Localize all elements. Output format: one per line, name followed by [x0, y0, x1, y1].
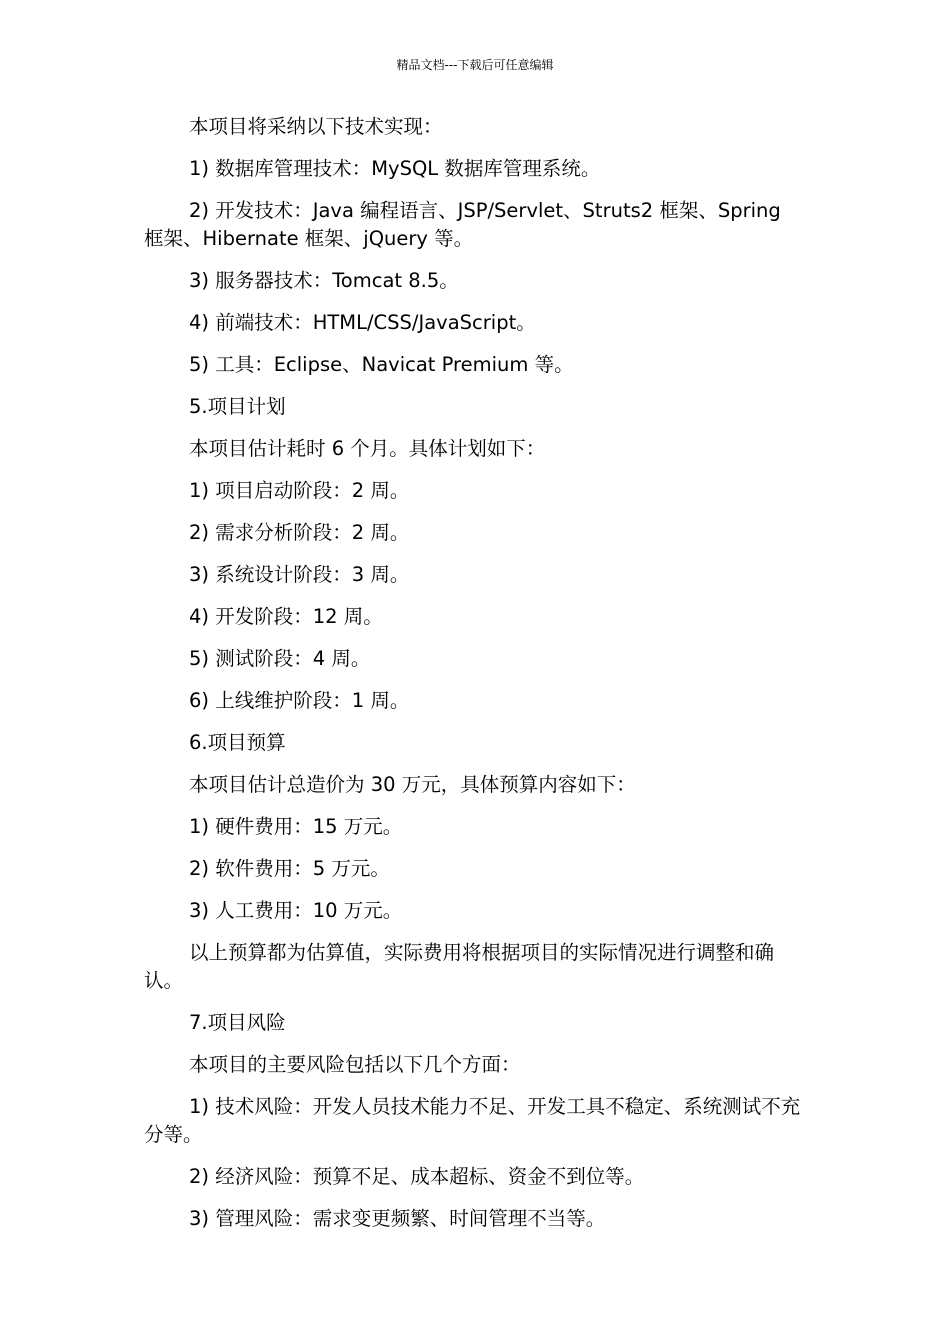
intro-paragraph: 本项目将采纳以下技术实现： [189, 115, 443, 138]
tech-item-database: 1) 数据库管理技术：MySQL 数据库管理系统。 [189, 157, 601, 180]
plan-intro-paragraph: 本项目估计耗时 6 个月。具体计划如下： [189, 437, 546, 460]
plan-item-development: 4) 开发阶段：12 周。 [189, 605, 383, 628]
budget-item-hardware: 1) 硬件费用：15 万元。 [189, 815, 403, 838]
section-heading-plan: 5.项目计划 [189, 395, 286, 418]
risk-item-economic: 2) 经济风险：预算不足、成本超标、资金不到位等。 [189, 1165, 645, 1188]
tech-item-server: 3) 服务器技术：Tomcat 8.5。 [189, 269, 459, 292]
risk-intro-paragraph: 本项目的主要风险包括以下几个方面： [189, 1053, 521, 1076]
budget-intro-paragraph: 本项目估计总造价为 30 万元，具体预算内容如下： [189, 773, 636, 796]
risk-item-technical: 1) 技术风险：开发人员技术能力不足、开发工具不稳定、系统测试不充分等。 [144, 1095, 801, 1146]
section-heading-budget: 6.项目预算 [189, 731, 286, 754]
plan-item-requirements: 2) 需求分析阶段：2 周。 [189, 521, 410, 544]
tech-item-frontend: 4) 前端技术：HTML/CSS/JavaScript。 [189, 311, 536, 334]
tech-item-development: 2) 开发技术：Java 编程语言、JSP/Servlet、Struts2 框架、Spring 框架、Hibernate 框架、jQuery 等。 [144, 199, 781, 250]
risk-item-management: 3) 管理风险：需求变更频繁、时间管理不当等。 [189, 1207, 606, 1230]
budget-note-paragraph: 以上预算都为估算值，实际费用将根据项目的实际情况进行调整和确认。 [144, 941, 775, 992]
plan-item-testing: 5) 测试阶段：4 周。 [189, 647, 371, 670]
plan-item-kickoff: 1) 项目启动阶段：2 周。 [189, 479, 410, 502]
plan-item-design: 3) 系统设计阶段：3 周。 [189, 563, 410, 586]
plan-item-maintenance: 6) 上线维护阶段：1 周。 [189, 689, 410, 712]
document-body [144, 113, 804, 1247]
section-heading-risk: 7.项目风险 [189, 1011, 286, 1034]
tech-item-tools: 5) 工具：Eclipse、Navicat Premium 等。 [189, 353, 574, 376]
budget-item-software: 2) 软件费用：5 万元。 [189, 857, 390, 880]
page-header: 精品文档---下载后可任意编辑 [396, 58, 554, 72]
budget-item-labor: 3) 人工费用：10 万元。 [189, 899, 403, 922]
